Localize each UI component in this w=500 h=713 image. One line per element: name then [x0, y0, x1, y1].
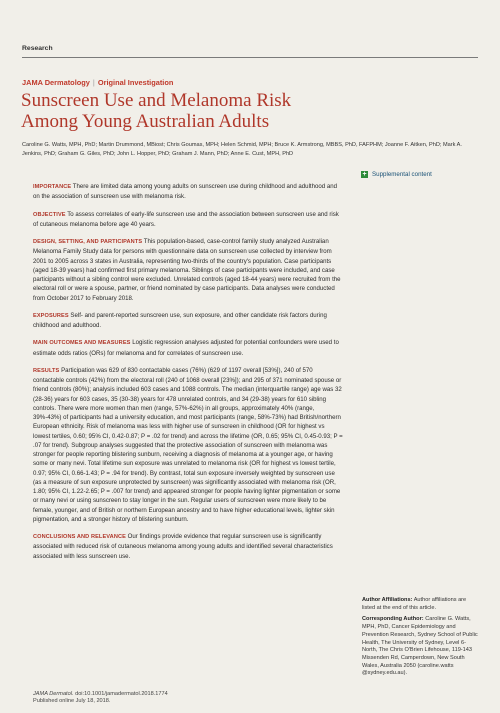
section-text: This population-based, case-control family study analyzed Australian Melanoma Family Study data for persons with questionnaire data on sunscreen use collected by interview from 2001 to 2005 across 3 states in Australia, representing two-thirds of the country's population. Case participants (aged 18-39 years) had confirmed first primary melanoma. Siblings of case participants were included, and case participants without a sibling control were excluded. Unrelated controls (aged 18-44 years) were recruited from the electoral roll or were a spouse, partner, or friend nominated by case participants. Data analyses were conducted from October 2017 to February 2018.	[33, 238, 341, 302]
title-line-2: Among Young Australian Adults	[21, 111, 270, 132]
title-line-1: Sunscreen Use and Melanoma Risk	[21, 90, 292, 111]
citation-line	[33, 691, 333, 698]
article-title	[21, 90, 461, 132]
supplemental-content-link[interactable]	[361, 171, 432, 178]
journal-name: JAMA Dermatology	[22, 78, 90, 87]
abstract-importance	[33, 182, 343, 202]
section-heading: RESULTS	[33, 367, 60, 374]
section-heading: CONCLUSIONS AND RELEVANCE	[33, 534, 126, 540]
abstract-conclusions	[33, 532, 343, 561]
header-rule	[22, 57, 478, 58]
section-heading: DESIGN, SETTING, AND PARTICIPANTS	[33, 239, 143, 245]
abstract-exposures	[33, 311, 343, 331]
abstract-results	[33, 366, 343, 524]
section-text: Logistic regression analyses adjusted for potential confounders were used to estimate odds ratios (ORs) for melanoma and for correlates of sunscreen use.	[33, 339, 339, 357]
section-heading: IMPORTANCE	[33, 184, 72, 190]
section-text: There are limited data among young adults on sunscreen use during childhood and adulthood and on the association of sunscreen use with melanoma risk.	[33, 183, 338, 201]
corresponding-label: Corresponding Author:	[362, 616, 424, 623]
section-label: Research	[22, 45, 53, 52]
corresponding-text: Caroline G. Watts, MPH, PhD, Cancer Epidemiology and Prevention Research, Sydney School of Public Health, The University of Sydney, Level 6-North, The Chris O'Brien Lifehouse, 119-143 Missenden Rd, Camperdown, New South Wales, Australia 2050 (caroline.watts @sydney.edu.au).	[362, 616, 478, 677]
abstract-objective	[33, 210, 343, 230]
abstract-design	[33, 237, 343, 303]
abstract	[33, 182, 343, 569]
section-text: Our findings provide evidence that regular sunscreen use is significantly associated with reduced risk of cutaneous melanoma among young adults and identified several characteristics associated with less sunscreen use.	[33, 533, 333, 560]
section-heading: EXPOSURES	[33, 312, 69, 319]
citation-doi: doi:10.1001/jamadermatol.2018.1774	[75, 691, 168, 697]
abstract-outcomes	[33, 338, 343, 358]
author-affiliations	[362, 597, 480, 612]
citation-journal: JAMA Dermatol.	[33, 691, 74, 697]
author-list: Caroline G. Watts, MPH, PhD; Martin Drummond, MBiost; Chris Goumas, MPH; Helen Schmid, MPH; Bruce K. Armstrong, MBBS, PhD, FAFPHM; Joanne F. Aitken, PhD; Mark A. Jenkins, PhD; Graham G. Giles, PhD; John L. Hopper, PhD; Graham J. Mann, PhD; Anne E. Cust, MPH, PhD	[22, 142, 462, 157]
affiliations-text: Author affiliations are listed at the end of this article.	[362, 597, 467, 611]
corresponding-author	[362, 616, 480, 678]
section-heading: MAIN OUTCOMES AND MEASURES	[33, 340, 131, 347]
section-text: To assess correlates of early-life sunscreen use and the association between sunscreen use and risk of cutaneous melanoma before age 40 years.	[33, 210, 339, 228]
plus-icon: +	[362, 171, 367, 178]
affiliations-label: Author Affiliations:	[362, 597, 413, 603]
section-text: Self- and parent-reported sunscreen use, sun exposure, and other candidate risk factors during childhood and adulthood.	[33, 311, 327, 329]
section-heading: OBJECTIVE	[33, 211, 66, 218]
supplemental-label: Supplemental content	[372, 171, 432, 179]
article-type: Original Investigation	[97, 78, 174, 87]
journal-line	[22, 78, 173, 87]
affiliations-sidebar	[362, 597, 480, 682]
citation-footer	[33, 691, 333, 706]
section-text: Participation was 629 of 830 contactable cases (76%) (629 of 1197 overall [53%]), 240 of 570 contactable controls (42%) from the electoral roll (240 of 1068 overall [23%]); and 295 of 371 nominated spouse or friend controls (80%); analysis included 603 cases and 1088 controls. The median (interquartile range) age was 32 (28-36) years for 603 cases, 35 (30-38) years for 478 unrelated controls, and 34 (29-38) years for 610 sibling controls. There were more women than men (range, 57%-62%) in all groups, approximately 40% (range, 39%-43%) of participants had a university education, and most participants (range, 58%-73%) had British/northern European ethnicity. Risk of melanoma was less with higher use of sunscreen in childhood (OR for highest vs lowest tertiles, 0.60; 95% CI, 0.42-0.87; P = .02 for trend) and across the lifetime (OR, 0.65; 95% CI, 0.45-0.93; P = .07 for trend). Subgroup analyses suggested that the protective association of sunscreen with melanoma was stronger for people reporting blistering sunburn, receiving a diagnosis of melanoma at a younger age, or having some or many nevi. Total lifetime sun exposure was unrelated to melanoma risk (OR for highest vs lowest tertile, 0.97; 95% CI, 0.66-1.43; P = .94 for trend). By contrast, total sun exposure inversely weighted by sunscreen use (as a measure of sun exposure unprotected by sunscreen) was significantly associated with melanoma risk (OR, 1.80; 95% CI, 1.22-2.65; P = .007 for trend) and appeared stronger for people having lighter pigmentation or some or many nevi or using sunscreen to stay longer in the sun. Regular users of sunscreen were more likely to be female, younger, and of British or northern European ancestry and to have higher educational levels, lighter skin pigmentation, and a stronger history of blistering sunburn.	[33, 366, 343, 523]
published-date: Published online July 18, 2018.	[33, 698, 111, 705]
journal-separator: |	[92, 78, 95, 87]
